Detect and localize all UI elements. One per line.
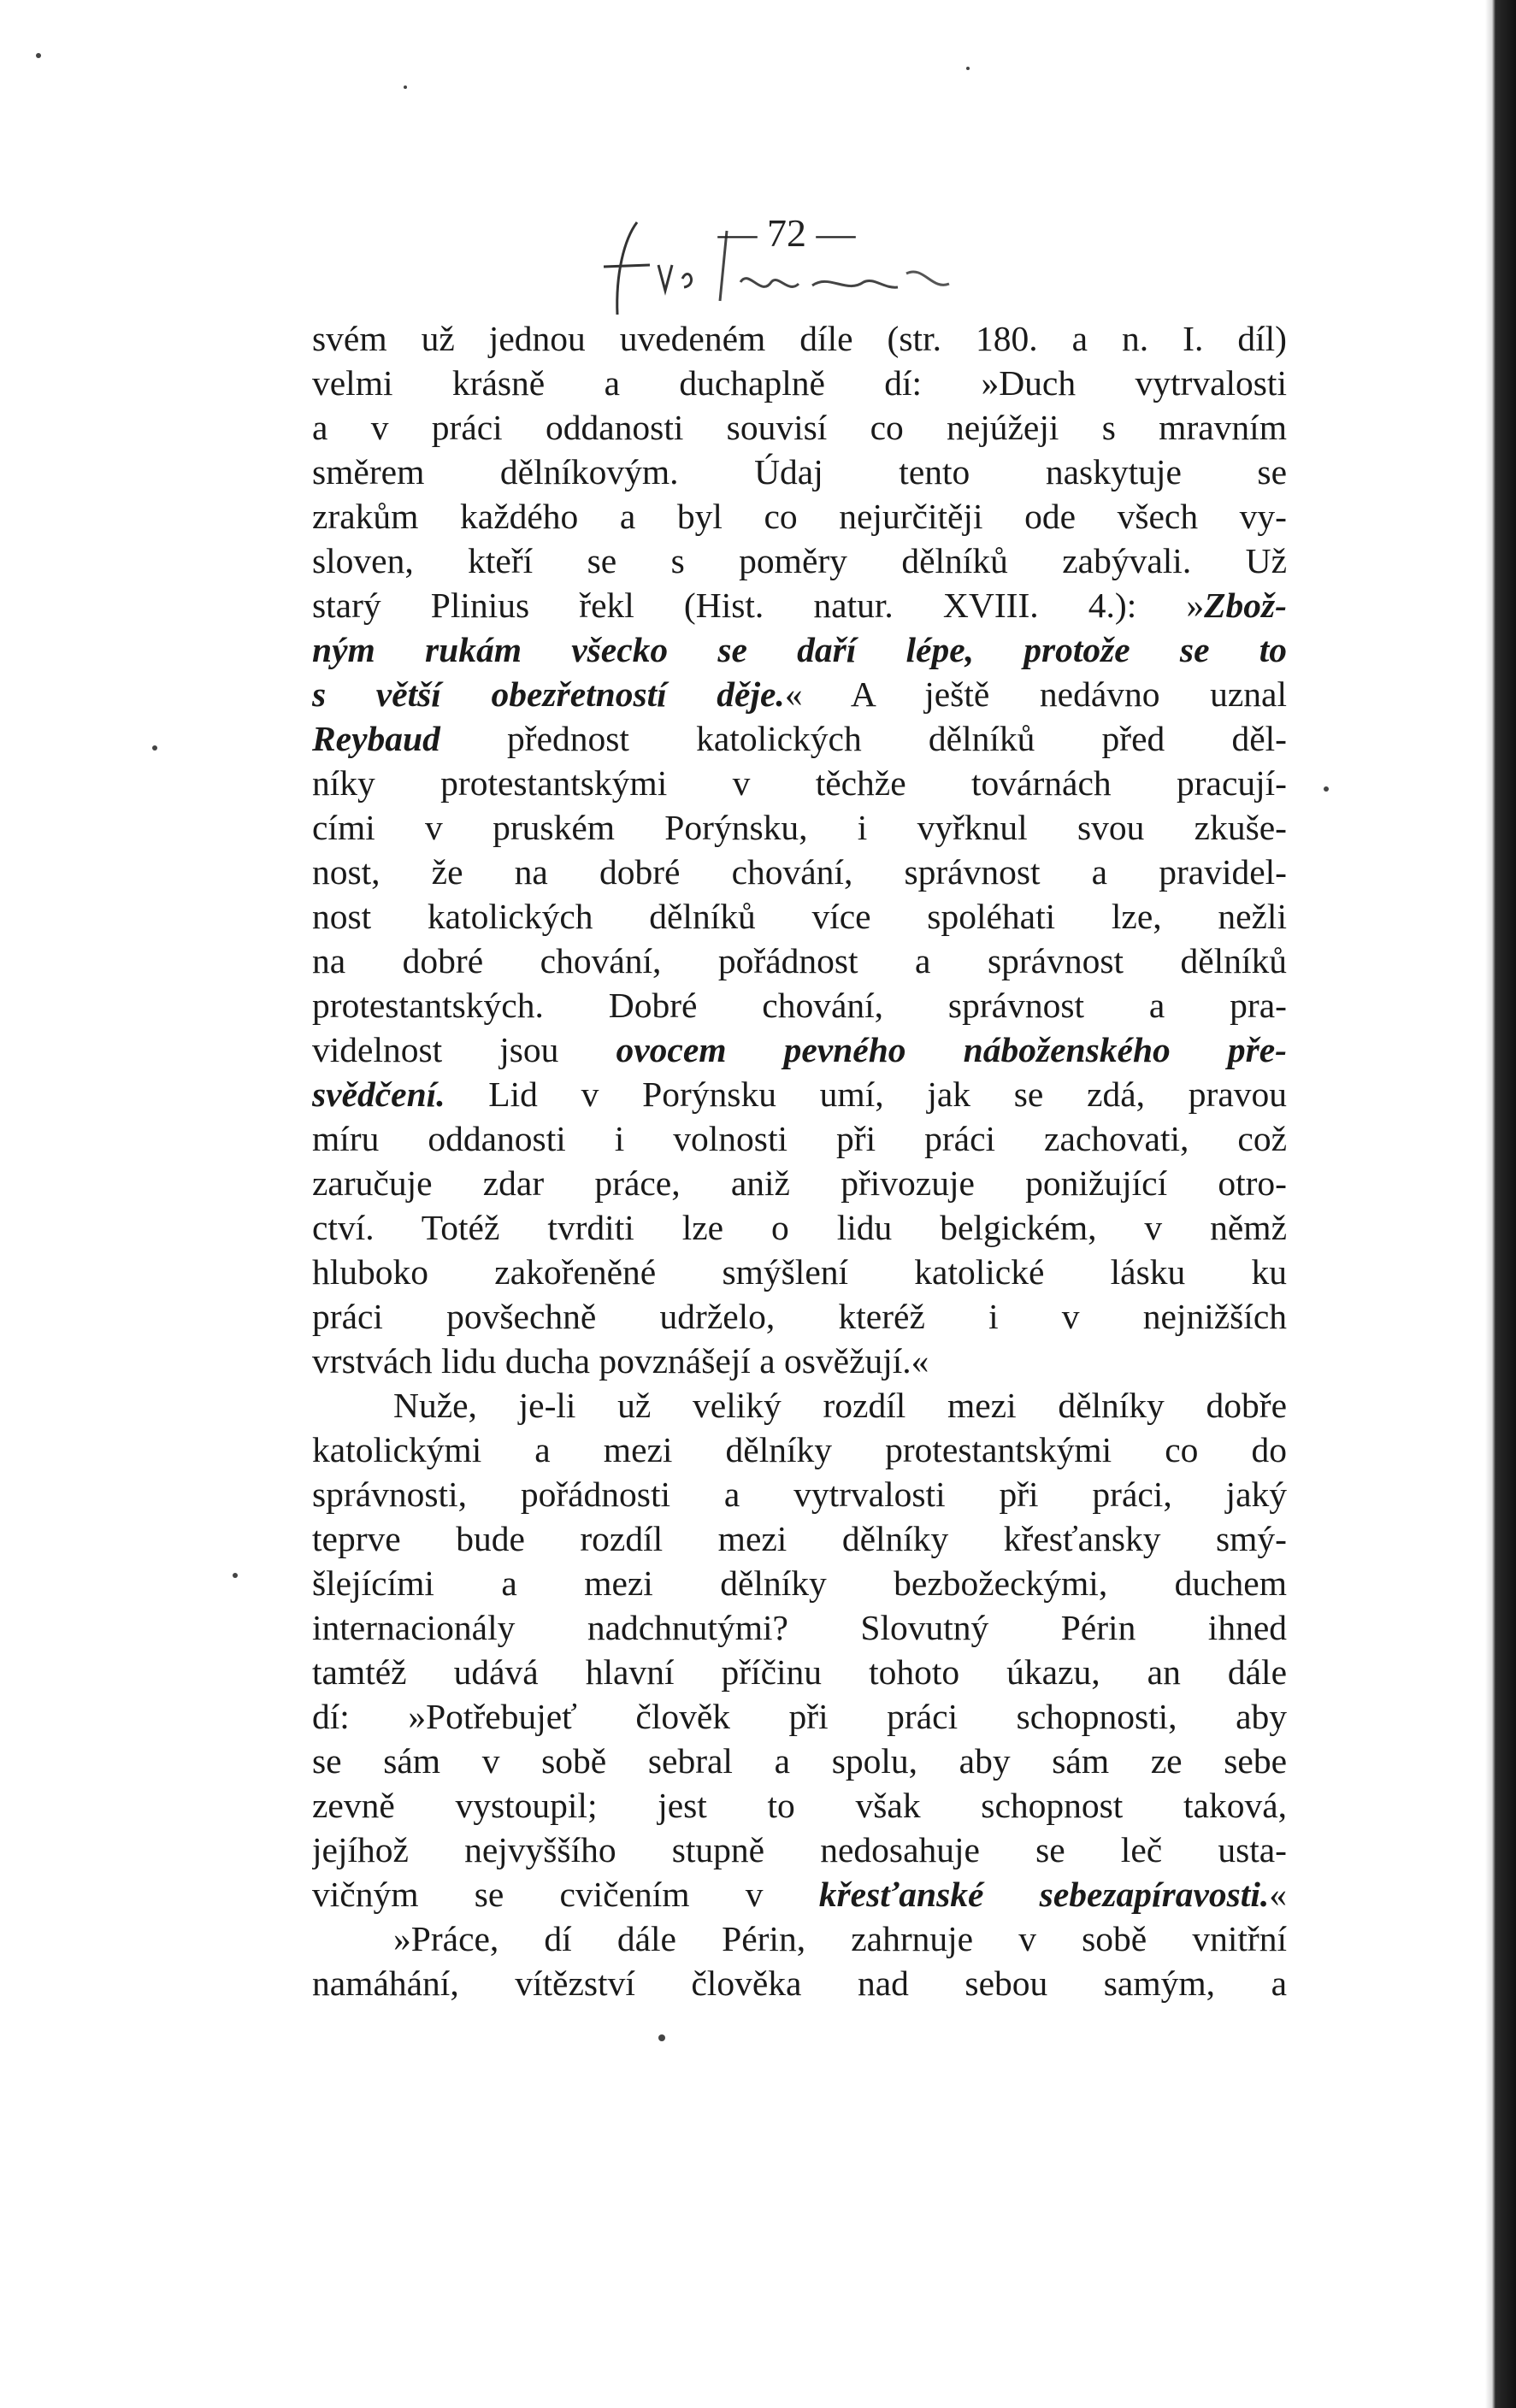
text-line: svědčení. Lid v Porýnsku umí, jak se zdá, pravou xyxy=(312,1074,1287,1114)
text-line: starý Plinius řekl (Hist. natur. XVIII. 4.): »Zbož- xyxy=(312,586,1287,625)
text-line: vičným se cvičením v křesťanské sebezapíravosti.« xyxy=(312,1875,1287,1914)
text-line: na dobré chování, pořádnost a správnost dělníků xyxy=(312,941,1287,980)
text-line: a v práci oddanosti souvisí co nejúžeji s mravním xyxy=(312,408,1287,447)
text-line: dí: »Potřebujeť člověk při práci schopnosti, aby xyxy=(312,1697,1287,1736)
text-line: zaručuje zdar práce, aniž přivozuje ponižující otro- xyxy=(312,1163,1287,1203)
text-line: videlnost jsou ovocem pevného náboženského pře- xyxy=(312,1030,1287,1069)
paper-speck xyxy=(233,1573,238,1578)
text-line: Nuže, je-li už veliký rozdíl mezi dělníky dobře xyxy=(393,1386,1287,1425)
text-line: namáhání, vítězství člověka nad sebou samým, a xyxy=(312,1963,1287,2003)
paper-speck xyxy=(966,67,970,70)
text-line: nost katolických dělníků více spoléhati lze, nežli xyxy=(312,897,1287,936)
text-line: katolickými a mezi dělníky protestantskými co do xyxy=(312,1430,1287,1469)
body-text xyxy=(312,316,1287,2005)
paper-speck xyxy=(36,53,41,58)
text-line: velmi krásně a duchaplně dí: »Duch vytrvalosti xyxy=(312,363,1287,403)
text-line: ným rukám všecko se daří lépe, protože se to xyxy=(312,630,1287,669)
paper-speck xyxy=(152,745,157,751)
text-line: »Práce, dí dále Périn, zahrnuje v sobě vnitřní xyxy=(393,1919,1287,1958)
paper-speck xyxy=(404,85,407,89)
text-line: míru oddanosti i volnosti při práci zachovati, což xyxy=(312,1119,1287,1158)
text-line: práci povšechně udrželo, kteréž i v nejnižších xyxy=(312,1297,1287,1336)
paper-speck xyxy=(1324,786,1329,792)
text-line: hluboko zakořeněné smýšlení katolické lásku ku xyxy=(312,1252,1287,1292)
text-line: sloven, kteří se s poměry dělníků zabývali. Už xyxy=(312,541,1287,580)
text-line: s větší obezřetností děje.« A ještě nedávno uznal xyxy=(312,674,1287,714)
text-line: jejíhož nejvyššího stupně nedosahuje se leč usta- xyxy=(312,1830,1287,1869)
text-line: zevně vystoupil; jest to však schopnost taková, xyxy=(312,1786,1287,1825)
text-line: se sám v sobě sebral a spolu, aby sám ze sebe xyxy=(312,1741,1287,1781)
text-line: správnosti, pořádnosti a vytrvalosti při práci, jaký xyxy=(312,1475,1287,1514)
text-line: směrem dělníkovým. Údaj tento naskytuje se xyxy=(312,452,1287,492)
text-line: nost, že na dobré chování, správnost a pravidel- xyxy=(312,852,1287,892)
text-line: internacionály nadchnutými? Slovutný Périn ihned xyxy=(312,1608,1287,1647)
paper-speck xyxy=(658,2034,665,2041)
text-line: protestantských. Dobré chování, správnost a pra- xyxy=(312,986,1287,1025)
text-line: cími v pruském Porýnsku, i vyřknul svou zkuše- xyxy=(312,808,1287,847)
text-line: svém už jednou uvedeném díle (str. 180. a n. I. díl) xyxy=(312,319,1287,358)
text-line: šlejícími a mezi dělníky bezbožeckými, duchem xyxy=(312,1563,1287,1603)
text-line: zrakům každého a byl co nejurčitěji ode všech vy- xyxy=(312,497,1287,536)
text-line: teprve bude rozdíl mezi dělníky křesťansky smý- xyxy=(312,1519,1287,1558)
text-line: tamtéž udává hlavní příčinu tohoto úkazu, an dále xyxy=(312,1652,1287,1692)
text-line: níky protestantskými v těchže továrnách pracují- xyxy=(312,763,1287,803)
text-line: Reybaud přednost katolických dělníků před děl- xyxy=(312,719,1287,758)
text-line: ctví. Totéž tvrditi lze o lidu belgickém, v němž xyxy=(312,1208,1287,1247)
page-number: — 72 — xyxy=(717,211,856,255)
text-line: vrstvách lidu ducha povznášejí a osvěžují.« xyxy=(312,1341,929,1381)
page-edge-shadow xyxy=(1485,0,1516,2408)
